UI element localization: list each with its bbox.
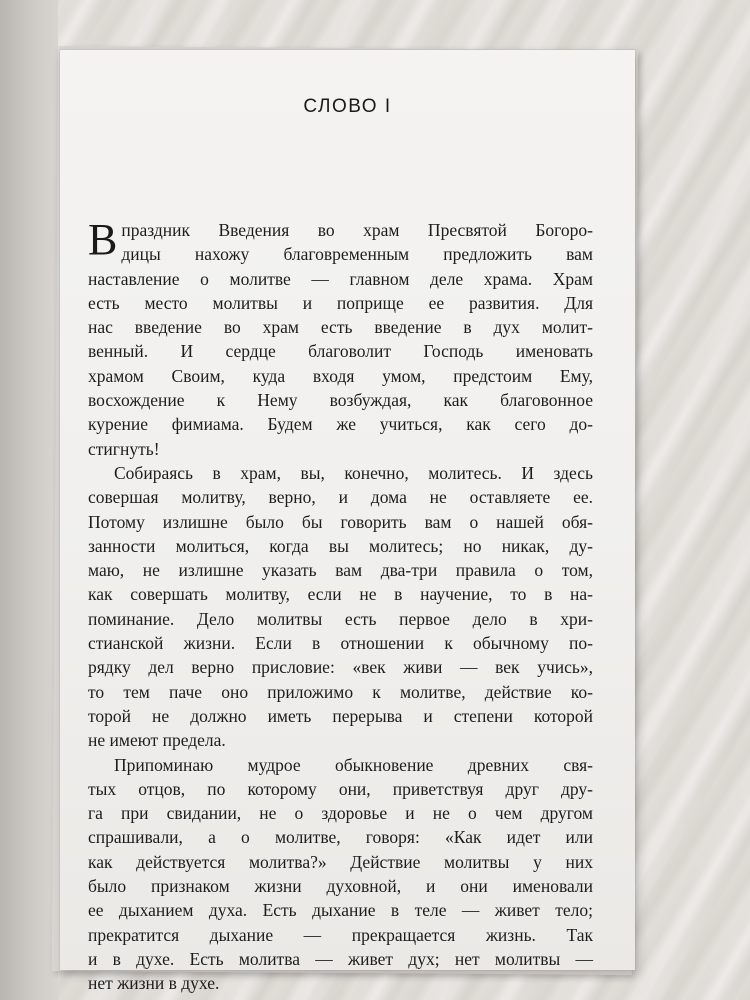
text-line: дицы нахожу благовременным предложить вам	[121, 244, 593, 265]
text-line: стианской жизни. Если в отношении к обычному по-	[88, 633, 593, 654]
text-line: торой не должно иметь перерыва и степени которой	[88, 705, 593, 726]
text-line: поминание. Дело молитвы есть первое дело в хри-	[88, 608, 593, 629]
paragraph	[88, 461, 593, 753]
text-line: восхождение к Нему возбуждая, как благовонное	[88, 390, 593, 411]
paragraph	[88, 753, 593, 996]
text-line: праздник Введения во храм Пресвятой Богоро-	[121, 220, 593, 240]
text-line: ее дыханием духа. Есть дыхание в теле — живет тело;	[88, 900, 593, 921]
text-line: Припоминаю мудрое обыкновение древних свя-	[114, 754, 593, 775]
text-line: рядку дел верно присловие: «век живи — век учись»,	[88, 657, 593, 678]
text-line: спрашивали, а о молитве, говоря: «Как идет или	[88, 827, 593, 848]
text-line: га при свидании, не о здоровье и не о чем другом	[88, 803, 593, 824]
text-line: наставление о молитве — главном деле храма. Храм	[88, 268, 593, 289]
text-line: венный. И сердце благоволит Господь именовать	[88, 341, 593, 362]
desk-shadow	[0, 0, 58, 1000]
text-line: нет жизни в духе.	[88, 973, 220, 994]
text-line: занности молиться, когда вы молитесь; но никак, ду-	[88, 535, 593, 556]
text-line: храмом Своим, куда входя умом, предстоим Ему,	[88, 365, 593, 386]
text-line: прекратится дыхание — прекращается жизнь. Так	[88, 924, 593, 945]
text-line: тых отцов, по которому они, приветствуя друг дру-	[88, 778, 593, 799]
text-line: не имеют предела.	[88, 730, 226, 751]
book-page	[60, 50, 635, 994]
text-line: есть место молитвы и поприще ее развития. Для	[88, 292, 593, 313]
text-line: маю, не излишне указать вам два-три правила о том,	[88, 560, 593, 581]
text-line: и в духе. Есть молитва — живет дух; нет молитвы —	[88, 948, 593, 969]
text-line: было признаком жизни духовной, и они именовали	[88, 876, 593, 897]
text-line: Потому излишне было бы говорить вам о нашей обя-	[88, 511, 593, 532]
text-line: нас введение во храм есть введение в дух молит-	[88, 317, 593, 338]
text-line: совершая молитву, верно, и дома не оставляете ее.	[88, 487, 593, 508]
paragraph	[88, 215, 593, 461]
body-text	[88, 215, 593, 996]
text-line: стигнуть!	[88, 438, 160, 459]
text-line: как действуется молитва?» Действие молитвы у них	[88, 851, 593, 872]
page-title: СЛОВО I	[303, 96, 392, 117]
text-line: курение фимиама. Будем же учиться, как сего до-	[88, 414, 593, 435]
text-line: Собираясь в храм, вы, конечно, молитесь. И здесь	[114, 462, 593, 483]
drop-cap: В	[88, 215, 118, 264]
text-line: как совершать молитву, если не в научение, то в на-	[88, 584, 593, 605]
text-line: то тем паче оно приложимо к молитве, действие ко-	[88, 681, 593, 702]
